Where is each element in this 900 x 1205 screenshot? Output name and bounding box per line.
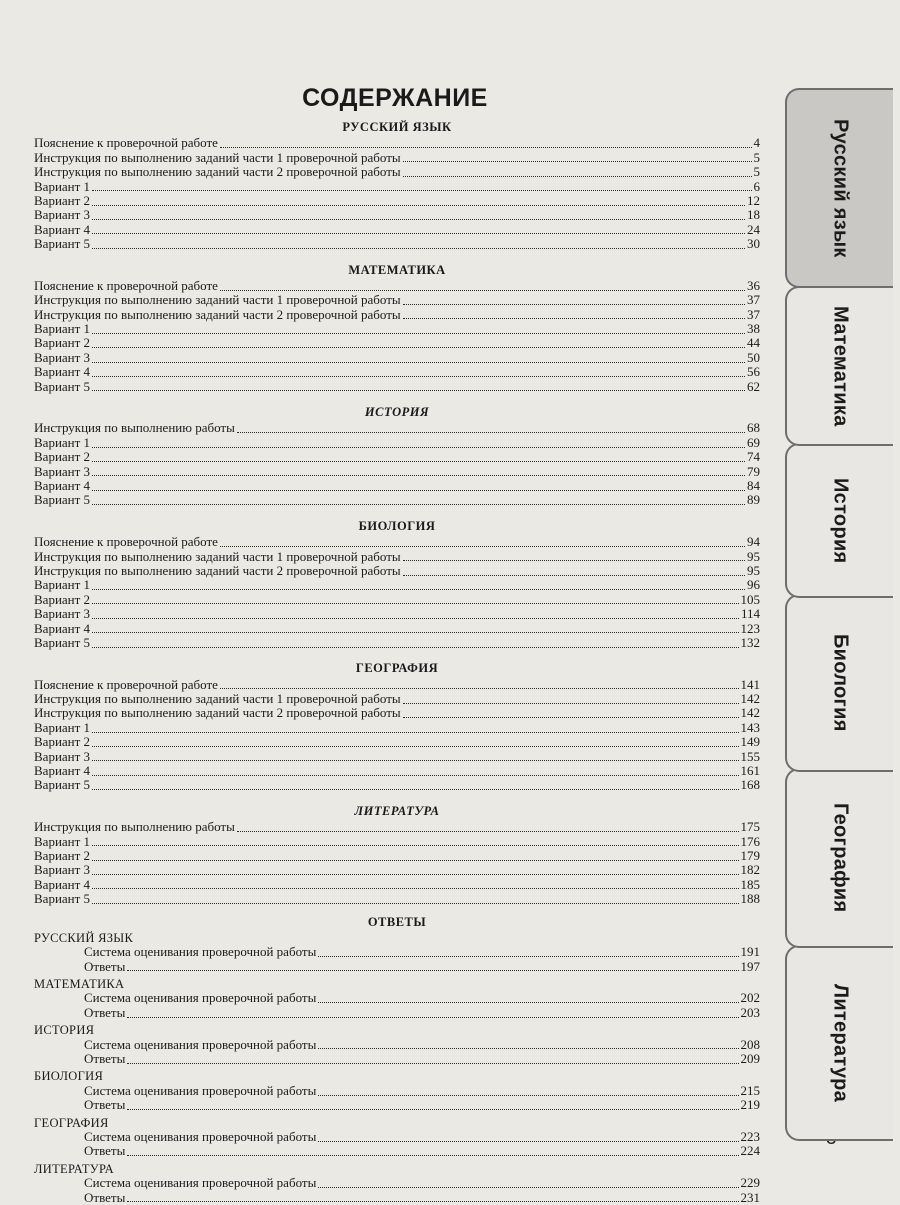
dot-leader <box>92 742 738 747</box>
entry-page-number: 215 <box>740 1082 760 1098</box>
entry-label: Вариант 5 <box>34 891 91 907</box>
section-heading: МАТЕМАТИКА <box>348 262 446 277</box>
dot-leader <box>92 343 745 348</box>
toc-entry[interactable] <box>34 279 760 293</box>
entry-label: Система оценивания проверочной работы <box>84 944 317 960</box>
toc-entry[interactable] <box>34 622 760 636</box>
section-heading: ИСТОРИЯ <box>364 405 430 420</box>
subject-tabs <box>785 88 893 1138</box>
entry-label: Ответы <box>84 1097 126 1113</box>
dot-leader <box>127 1013 738 1018</box>
answers-subject: БИОЛОГИЯ <box>34 1069 104 1084</box>
entry-label: Инструкция по выполнению заданий части 1 проверочной работы <box>34 149 401 165</box>
entry-label: Инструкция по выполнению заданий части 1 проверочной работы <box>34 292 401 308</box>
entry-page-number: 132 <box>740 634 760 650</box>
dot-leader <box>127 1151 738 1156</box>
entry-label: Инструкция по выполнению работы <box>34 420 235 436</box>
toc-entry[interactable] <box>34 778 760 792</box>
toc-entry[interactable] <box>34 692 760 706</box>
entry-page-number: 5 <box>753 164 760 180</box>
dot-leader <box>237 428 745 433</box>
entry-label: Вариант 3 <box>34 349 91 365</box>
toc-entry[interactable] <box>34 863 760 877</box>
entry-label: Вариант 1 <box>34 833 91 849</box>
entry-page-number: 176 <box>740 833 760 849</box>
entry-label: Вариант 3 <box>34 463 91 479</box>
entry-label: Вариант 1 <box>34 434 91 450</box>
dot-leader <box>318 1137 738 1142</box>
entry-page-number: 197 <box>740 958 760 974</box>
entry-label: Инструкция по выполнению заданий части 2 проверочной работы <box>34 705 401 721</box>
dot-leader <box>318 1183 738 1188</box>
entry-label: Инструкция по выполнению заданий части 1 проверочной работы <box>34 691 401 707</box>
answers-heading: ОТВЕТЫ <box>367 914 427 929</box>
entry-page-number: 84 <box>747 477 760 493</box>
side-tab[interactable] <box>785 88 893 288</box>
dot-leader <box>92 785 738 790</box>
dot-leader <box>92 186 751 191</box>
toc-entry[interactable] <box>34 136 760 150</box>
toc-entry[interactable] <box>34 293 760 307</box>
toc-entry[interactable] <box>34 1130 760 1144</box>
entry-label: Вариант 2 <box>34 192 91 208</box>
toc-entry[interactable] <box>34 208 760 222</box>
entry-page-number: 94 <box>747 534 760 550</box>
entry-label: Пояснение к проверочной работе <box>34 534 218 550</box>
toc-entry[interactable] <box>34 380 760 394</box>
entry-label: Инструкция по выполнению заданий части 2 проверочной работы <box>34 562 401 578</box>
entry-page-number: 30 <box>747 236 760 252</box>
entry-label: Вариант 1 <box>34 719 91 735</box>
toc-section <box>34 120 760 252</box>
toc-entry[interactable] <box>34 636 760 650</box>
entry-label: Система оценивания проверочной работы <box>84 1036 317 1052</box>
entry-page-number: 95 <box>747 548 760 564</box>
entry-page-number: 37 <box>747 306 760 322</box>
section-heading: РУССКИЙ ЯЗЫК <box>342 120 452 134</box>
toc-entry[interactable] <box>34 991 760 1005</box>
dot-leader <box>220 684 739 689</box>
dot-leader <box>92 628 738 633</box>
entry-page-number: 5 <box>753 149 760 165</box>
dot-leader <box>127 1059 738 1064</box>
entry-page-number: 142 <box>740 705 760 721</box>
toc-entry[interactable] <box>34 1052 760 1066</box>
side-tab[interactable] <box>785 945 893 1141</box>
side-tab[interactable] <box>785 443 893 598</box>
toc-entry[interactable] <box>34 706 760 720</box>
toc-section <box>34 661 760 793</box>
entry-label: Вариант 3 <box>34 207 91 223</box>
entry-label: Пояснение к проверочной работе <box>34 135 218 151</box>
dot-leader <box>127 966 738 971</box>
entry-page-number: 38 <box>747 321 760 337</box>
entry-label: Вариант 4 <box>34 876 91 892</box>
toc-entry[interactable] <box>34 1098 760 1112</box>
dot-leader <box>220 542 745 547</box>
page-title: СОДЕРЖАНИЕ <box>302 84 488 112</box>
dot-leader <box>237 827 739 832</box>
answers-subject: ГЕОГРАФИЯ <box>34 1115 109 1130</box>
dot-leader <box>92 244 745 249</box>
toc-entry[interactable] <box>34 322 760 336</box>
entry-page-number: 96 <box>747 577 760 593</box>
entry-label: Вариант 5 <box>34 777 91 793</box>
entry-label: Инструкция по выполнению заданий части 2 проверочной работы <box>34 306 401 322</box>
section-heading: ГЕОГРАФИЯ <box>355 661 439 676</box>
side-tab[interactable] <box>785 594 893 772</box>
entry-page-number: 36 <box>747 277 760 293</box>
dot-leader <box>318 952 738 957</box>
entry-label: Вариант 1 <box>34 577 91 593</box>
toc-entry[interactable] <box>34 750 760 764</box>
toc-section <box>34 519 760 651</box>
side-tab-label: Литература <box>829 983 852 1103</box>
entry-page-number: 56 <box>747 364 760 380</box>
entry-label: Инструкция по выполнению заданий части 2 проверочной работы <box>34 164 401 180</box>
dot-leader <box>92 443 745 448</box>
toc-entry[interactable] <box>34 735 760 749</box>
answers-subject: ИСТОРИЯ <box>34 1023 95 1038</box>
entry-page-number: 62 <box>747 378 760 394</box>
toc-entry[interactable] <box>34 578 760 592</box>
dot-leader <box>127 1105 738 1110</box>
toc-entry[interactable] <box>34 1006 760 1020</box>
entry-label: Вариант 4 <box>34 221 91 237</box>
entry-label: Вариант 2 <box>34 335 91 351</box>
dot-leader <box>92 329 745 334</box>
toc-entry[interactable] <box>34 1144 760 1158</box>
entry-page-number: 179 <box>740 847 760 863</box>
dot-leader <box>92 201 745 206</box>
section-heading: БИОЛОГИЯ <box>358 518 436 533</box>
toc-entry[interactable] <box>34 764 760 778</box>
entry-page-number: 208 <box>740 1036 760 1052</box>
toc-entry[interactable] <box>34 237 760 251</box>
entry-page-number: 223 <box>740 1129 760 1144</box>
entry-page-number: 219 <box>740 1097 760 1113</box>
toc-entry[interactable] <box>34 180 760 194</box>
toc-entry[interactable] <box>34 607 760 621</box>
answers-section <box>34 915 760 1205</box>
side-tab-label: Биология <box>829 634 852 732</box>
toc-entry[interactable] <box>34 421 760 435</box>
entry-page-number: 74 <box>747 449 760 465</box>
dot-leader <box>92 756 738 761</box>
toc-entry[interactable] <box>34 593 760 607</box>
dot-leader <box>403 571 745 576</box>
entry-page-number: 69 <box>747 434 760 450</box>
dot-leader <box>318 998 738 1003</box>
entry-page-number: 123 <box>740 620 760 636</box>
entry-page-number: 6 <box>753 178 760 194</box>
dot-leader <box>92 386 745 391</box>
dot-leader <box>92 614 739 619</box>
entry-label: Вариант 4 <box>34 364 91 380</box>
toc-entry[interactable] <box>34 835 760 849</box>
dot-leader <box>403 699 739 704</box>
entry-page-number: 141 <box>740 676 760 692</box>
toc-entry[interactable] <box>34 151 760 165</box>
toc-section <box>34 405 760 508</box>
answers-subject: ЛИТЕРАТУРА <box>34 1161 114 1176</box>
entry-label: Инструкция по выполнению заданий части 1 проверочной работы <box>34 548 401 564</box>
toc-entry[interactable] <box>34 1176 760 1190</box>
dot-leader <box>92 856 738 861</box>
entry-page-number: 182 <box>740 862 760 878</box>
entry-label: Вариант 2 <box>34 734 91 750</box>
entry-page-number: 12 <box>747 192 760 208</box>
entry-page-number: 168 <box>740 777 760 793</box>
side-tab-label: История <box>829 477 852 564</box>
dot-leader <box>92 884 738 889</box>
answers-subject: МАТЕМАТИКА <box>34 977 125 992</box>
dot-leader <box>318 1044 738 1049</box>
dot-leader <box>220 286 745 291</box>
entry-label: Вариант 2 <box>34 591 91 607</box>
entry-page-number: 149 <box>740 734 760 750</box>
entry-label: Вариант 5 <box>34 492 91 508</box>
entry-page-number: 95 <box>747 562 760 578</box>
dot-leader <box>92 728 738 733</box>
entry-label: Вариант 4 <box>34 763 91 779</box>
side-tab-label: Русский язык <box>829 118 852 258</box>
entry-label: Вариант 2 <box>34 449 91 465</box>
toc-entry[interactable] <box>34 308 760 322</box>
entry-page-number: 185 <box>740 876 760 892</box>
toc-entry[interactable] <box>34 465 760 479</box>
entry-page-number: 105 <box>740 591 760 607</box>
dot-leader <box>318 1091 738 1096</box>
entry-page-number: 114 <box>740 606 760 622</box>
side-tab[interactable] <box>785 768 893 948</box>
entry-page-number: 18 <box>747 207 760 223</box>
entry-label: Ответы <box>84 1051 126 1067</box>
entry-page-number: 188 <box>740 891 760 907</box>
toc-entry[interactable] <box>34 1038 760 1052</box>
toc-entry[interactable] <box>34 550 760 564</box>
entry-label: Вариант 5 <box>34 378 91 394</box>
entry-label: Ответы <box>84 1004 126 1020</box>
toc-section <box>34 804 760 907</box>
entry-page-number: 142 <box>740 691 760 707</box>
toc-entry[interactable] <box>34 436 760 450</box>
side-tab[interactable] <box>785 286 893 446</box>
toc-entry[interactable] <box>34 1084 760 1098</box>
entry-page-number: 68 <box>747 420 760 436</box>
entry-label: Вариант 3 <box>34 748 91 764</box>
toc-entry[interactable] <box>34 479 760 493</box>
entry-page-number: 44 <box>747 335 760 351</box>
entry-label: Вариант 1 <box>34 321 91 337</box>
entry-label: Инструкция по выполнению работы <box>34 819 235 835</box>
toc-entry[interactable] <box>34 678 760 692</box>
entry-label: Система оценивания проверочной работы <box>84 1175 317 1191</box>
entry-page-number: 37 <box>747 292 760 308</box>
entry-page-number: 50 <box>747 349 760 365</box>
dot-leader <box>92 358 745 363</box>
entry-page-number: 89 <box>747 492 760 508</box>
entry-label: Система оценивания проверочной работы <box>84 990 317 1006</box>
dot-leader <box>92 486 745 491</box>
entry-label: Вариант 3 <box>34 862 91 878</box>
dot-leader <box>220 143 752 148</box>
toc-entry[interactable] <box>34 194 760 208</box>
entry-page-number: 79 <box>747 463 760 479</box>
entry-page-number: 155 <box>740 748 760 764</box>
entry-label: Вариант 4 <box>34 477 91 493</box>
entry-label: Вариант 2 <box>34 847 91 863</box>
dot-leader <box>92 599 738 604</box>
dot-leader <box>92 585 745 590</box>
dot-leader <box>92 372 745 377</box>
entry-label: Пояснение к проверочной работе <box>34 676 218 692</box>
entry-label: Ответы <box>84 1143 126 1159</box>
entry-page-number: 209 <box>740 1051 760 1067</box>
entry-label: Система оценивания проверочной работы <box>84 1129 317 1144</box>
entry-label: Вариант 1 <box>34 178 91 194</box>
entry-page-number: 224 <box>740 1143 760 1159</box>
entry-label: Вариант 4 <box>34 620 91 636</box>
dot-leader <box>92 215 745 220</box>
toc-entry[interactable] <box>34 351 760 365</box>
entry-label: Вариант 3 <box>34 606 91 622</box>
toc-entry[interactable] <box>34 365 760 379</box>
entry-page-number: 4 <box>753 135 760 151</box>
dot-leader <box>92 841 738 846</box>
table-of-contents <box>34 120 760 1205</box>
toc-entry[interactable] <box>34 721 760 735</box>
dot-leader <box>403 157 752 162</box>
dot-leader <box>92 870 738 875</box>
toc-entry[interactable] <box>34 945 760 959</box>
entry-page-number: 143 <box>740 719 760 735</box>
dot-leader <box>92 229 745 234</box>
toc-entry[interactable] <box>34 820 760 834</box>
toc-entry[interactable] <box>34 892 760 906</box>
dot-leader <box>403 300 745 305</box>
entry-page-number: 24 <box>747 221 760 237</box>
toc-entry[interactable] <box>34 849 760 863</box>
entry-label: Пояснение к проверочной работе <box>34 277 218 293</box>
side-tab-label: География <box>829 803 852 913</box>
dot-leader <box>92 500 745 505</box>
toc-entry[interactable] <box>34 223 760 237</box>
dot-leader <box>92 471 745 476</box>
entry-page-number: 203 <box>740 1004 760 1020</box>
toc-entry[interactable] <box>34 960 760 974</box>
dot-leader <box>92 643 738 648</box>
toc-section <box>34 263 760 395</box>
entry-label: Ответы <box>84 958 126 974</box>
toc-entry[interactable] <box>34 564 760 578</box>
section-heading: ЛИТЕРАТУРА <box>354 803 440 818</box>
answers-subject: РУССКИЙ ЯЗЫК <box>34 930 134 945</box>
toc-entry[interactable] <box>34 878 760 892</box>
toc-entry[interactable] <box>34 535 760 549</box>
entry-label: Вариант 5 <box>34 236 91 252</box>
toc-entry[interactable] <box>34 450 760 464</box>
toc-entry[interactable] <box>34 336 760 350</box>
toc-entry[interactable] <box>34 493 760 507</box>
side-tab-label: Математика <box>829 305 852 427</box>
entry-page-number: 229 <box>740 1175 760 1191</box>
dot-leader <box>92 771 738 776</box>
dot-leader <box>403 172 752 177</box>
entry-page-number: 161 <box>740 763 760 779</box>
dot-leader <box>92 899 738 904</box>
entry-label: Вариант 5 <box>34 634 91 650</box>
dot-leader <box>92 457 745 462</box>
entry-page-number: 175 <box>740 819 760 835</box>
entry-label: Система оценивания проверочной работы <box>84 1082 317 1098</box>
toc-entry[interactable] <box>34 1191 760 1205</box>
entry-page-number: 231 <box>740 1189 760 1205</box>
dot-leader <box>403 713 739 718</box>
entry-page-number: 191 <box>740 944 760 960</box>
toc-entry[interactable] <box>34 165 760 179</box>
dot-leader <box>403 556 745 561</box>
dot-leader <box>403 314 745 319</box>
entry-label: Ответы <box>84 1189 126 1205</box>
entry-page-number: 202 <box>740 990 760 1006</box>
